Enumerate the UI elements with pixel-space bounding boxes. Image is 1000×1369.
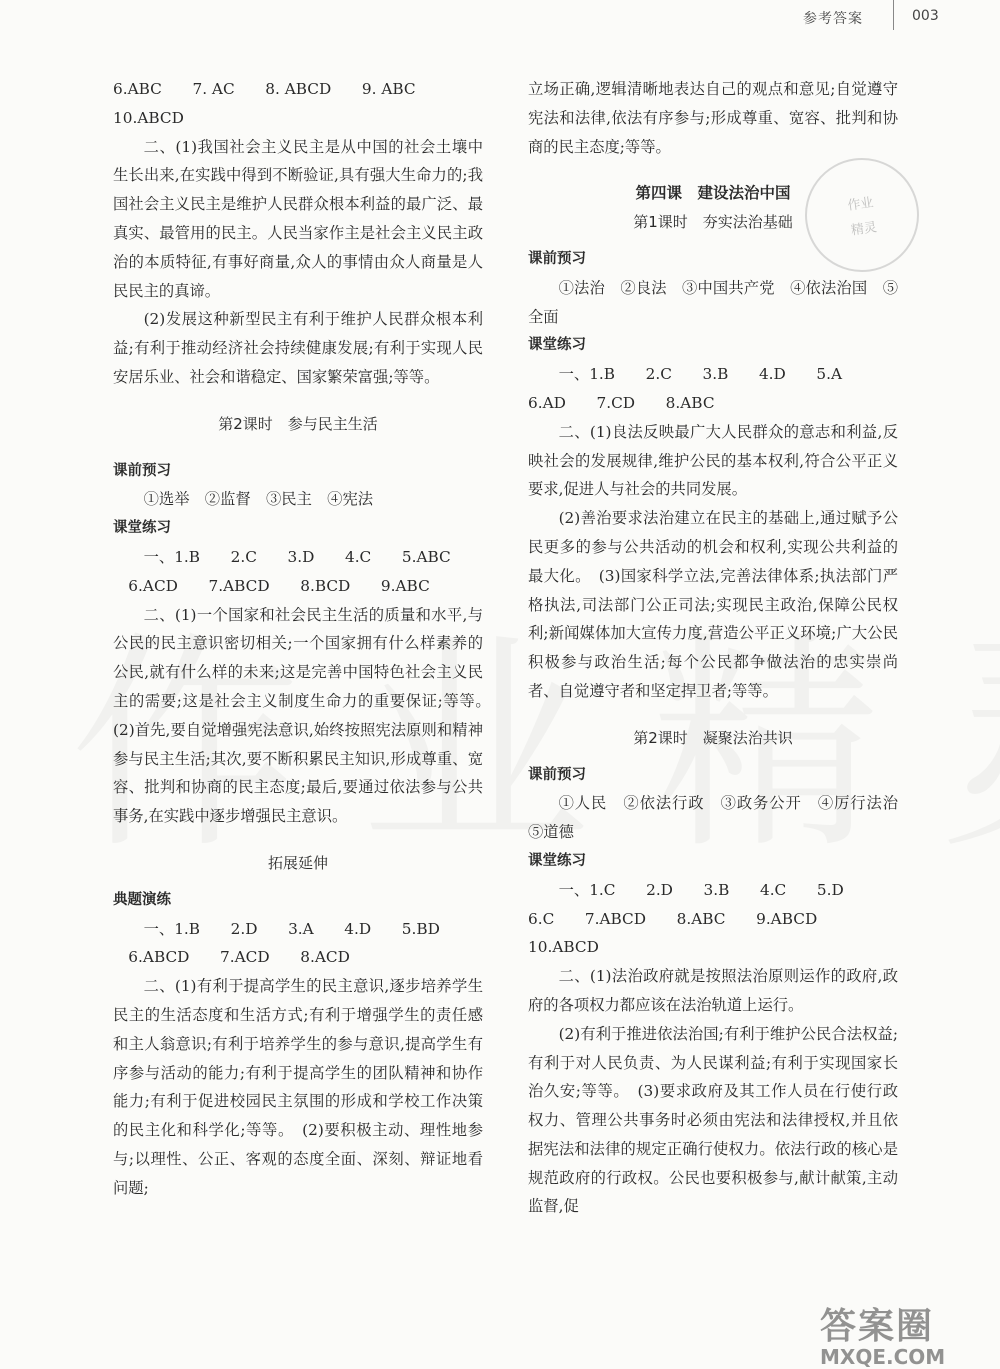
section-heading: 课前预习	[528, 250, 586, 267]
answer-paragraph: (2)善治要求法治建立在民主的基础上,通过赋予公民更多的参与公共活动的机会和权利,实现公共利益的最大化。 (3)国家科学立法,完善法律体系;执法部门严格执法,司法部门公正司法;实现民主政治,保障公民权利;新闻媒体加大宣传力度,营造公平正义环境;广大公民积极参与政治生活;每个公民都争做法治的忠实崇尚者、自觉遵守者和坚定捍卫者;等等。	[528, 509, 898, 700]
answer-paragraph: 二、(1)一个国家和社会民主生活的质量和水平,与公民的民主意识密切相关;一个国家拥有什么样素养的公民,就有什么样的未来;这是完善中国特色社会主义民主的需要;这是社会主义制度生命力的重要保证;等等。 (2)首先,要自觉增强宪法意识,始终按照宪法原则和精神参与民主生活;其次,要不断积累民主知识,形成尊重、宽容、批判和协商的民主态度;最后,要通过依法参与公共事务,在实践中逐步增强民主意识。	[113, 605, 499, 826]
answer-paragraph: 二、(1)良法反映最广大人民群众的意志和利益,反映社会的发展规律,维护公民的基本权利,符合公平正义要求,促进人与社会的共同发展。	[528, 422, 898, 499]
answer-paragraph: 二、(1)我国社会主义民主是从中国的社会土壤中生长出来,在实践中得到不断验证,具有强大生命力的;我国社会主义民主是维护人民群众根本利益的最广泛、最真实、最管用的民主。人民当家作主是社会主义民主政治的本质特征,有事好商量,众人的事情由众人商量是人民民主的真谛。	[113, 137, 483, 300]
answer-line: 6.AD 7.CD 8.ABC	[528, 393, 715, 412]
section-heading: 课前预习	[528, 766, 586, 783]
chapter-title: 第四课 建设法治中国	[635, 184, 791, 203]
lesson-title: 第2课时 凝聚法治共识	[633, 728, 793, 747]
answer-line: 6.ABCD 7.ACD 8.ACD	[128, 948, 350, 967]
answer-line: 10.ABCD	[528, 938, 599, 957]
section-heading: 典题演练	[113, 891, 171, 908]
answer-paragraph: 二、(1)法治政府就是按照法治原则运作的政府,政府的各项权力都应该在法治轨道上运行。	[528, 967, 898, 1014]
preview-answers: ①法治 ②良法 ③中国共产党 ④依法治国 ⑤全面	[528, 278, 898, 326]
answer-paragraph: (2)有利于推进依法治国;有利于维护公民合法权益;有利于对人民负责、为人民谋利益;有利于实现国家长治久安;等等。 (3)要求政府及其工作人员在行使行政权力、管理公共事务时必须由宪法和法律授权,并且依据宪法和法律的规定正确行使权力。依法行政的核心是规范政府的行政权。公民也要积极参与,献计献策,主动监督,促	[528, 1024, 898, 1216]
answer-line: 10.ABCD	[113, 108, 184, 127]
header-title: 参考答案	[803, 11, 863, 27]
answer-line: 一、1.B 2.C 3.D 4.C 5.ABC	[143, 547, 451, 566]
section-heading: 课堂练习	[528, 852, 586, 869]
section-heading: 课前预习	[113, 462, 171, 479]
answer-line: 一、1.C 2.D 3.B 4.C 5.D	[558, 880, 844, 899]
watermark-brand: 答案圈	[820, 1306, 935, 1347]
answer-line: 一、1.B 2.C 3.B 4.D 5.A	[558, 365, 843, 384]
answer-line: 6.ABC 7. AC 8. ABCD 9. ABC	[113, 80, 416, 98]
answer-line: 6.C 7.ABCD 8.ABC 9.ABCD	[528, 909, 818, 928]
section-heading: 课堂练习	[528, 337, 586, 354]
preview-answers: ①人民 ②依法行政 ③政务公开 ④厉行法治 ⑤道德	[528, 794, 914, 842]
faded-stamp: 作业 精灵	[798, 151, 927, 280]
section-heading: 课堂练习	[113, 520, 171, 537]
answer-paragraph: (2)发展这种新型民主有利于维护人民群众根本利益;有利于推动经济社会持续健康发展;有利于实现人民安居乐业、社会和谐稳定、国家繁荣富强;等等。	[113, 310, 483, 386]
left-column	[113, 75, 499, 1202]
page-number: 003	[912, 8, 939, 24]
lesson-title: 第2课时 参与民主生活	[218, 414, 378, 433]
section-title: 拓展延伸	[267, 853, 328, 872]
answer-paragraph: 立场正确,逻辑清晰地表达自己的观点和意见;自觉遵守宪法和法律,依法有序参与;形成尊重、宽容、批判和协商的民主态度;等等。	[528, 80, 898, 156]
answer-line: 一、1.B 2.D 3.A 4.D 5.BD	[143, 919, 440, 938]
page-header	[0, 0, 1000, 40]
answer-paragraph: 二、(1)有利于提高学生的民主意识,逐步培养学生民主的生活态度和生活方式;有利于增强学生的责任感和主人翁意识;有利于培养学生的参与意识,提高学生有序参与活动的能力;有利于提高学生的团队精神和协作能力;有利于促进校园民主氛围的形成和学校工作决策的民主化和科学化;等等。 (2)要积极主动、理性地参与;以理性、公正、客观的态度全面、深刻、辩证地看问题;	[113, 977, 483, 1197]
lesson-title: 第1课时 夯实法治基础	[633, 213, 793, 232]
header-divider	[893, 0, 894, 30]
preview-answers: ①选举 ②监督 ③民主 ④宪法	[143, 490, 374, 509]
site-watermark	[820, 1298, 995, 1369]
answer-line: 6.ACD 7.ABCD 8.BCD 9.ABC	[128, 576, 430, 595]
watermark-url: MXQE.COM	[820, 1345, 946, 1369]
